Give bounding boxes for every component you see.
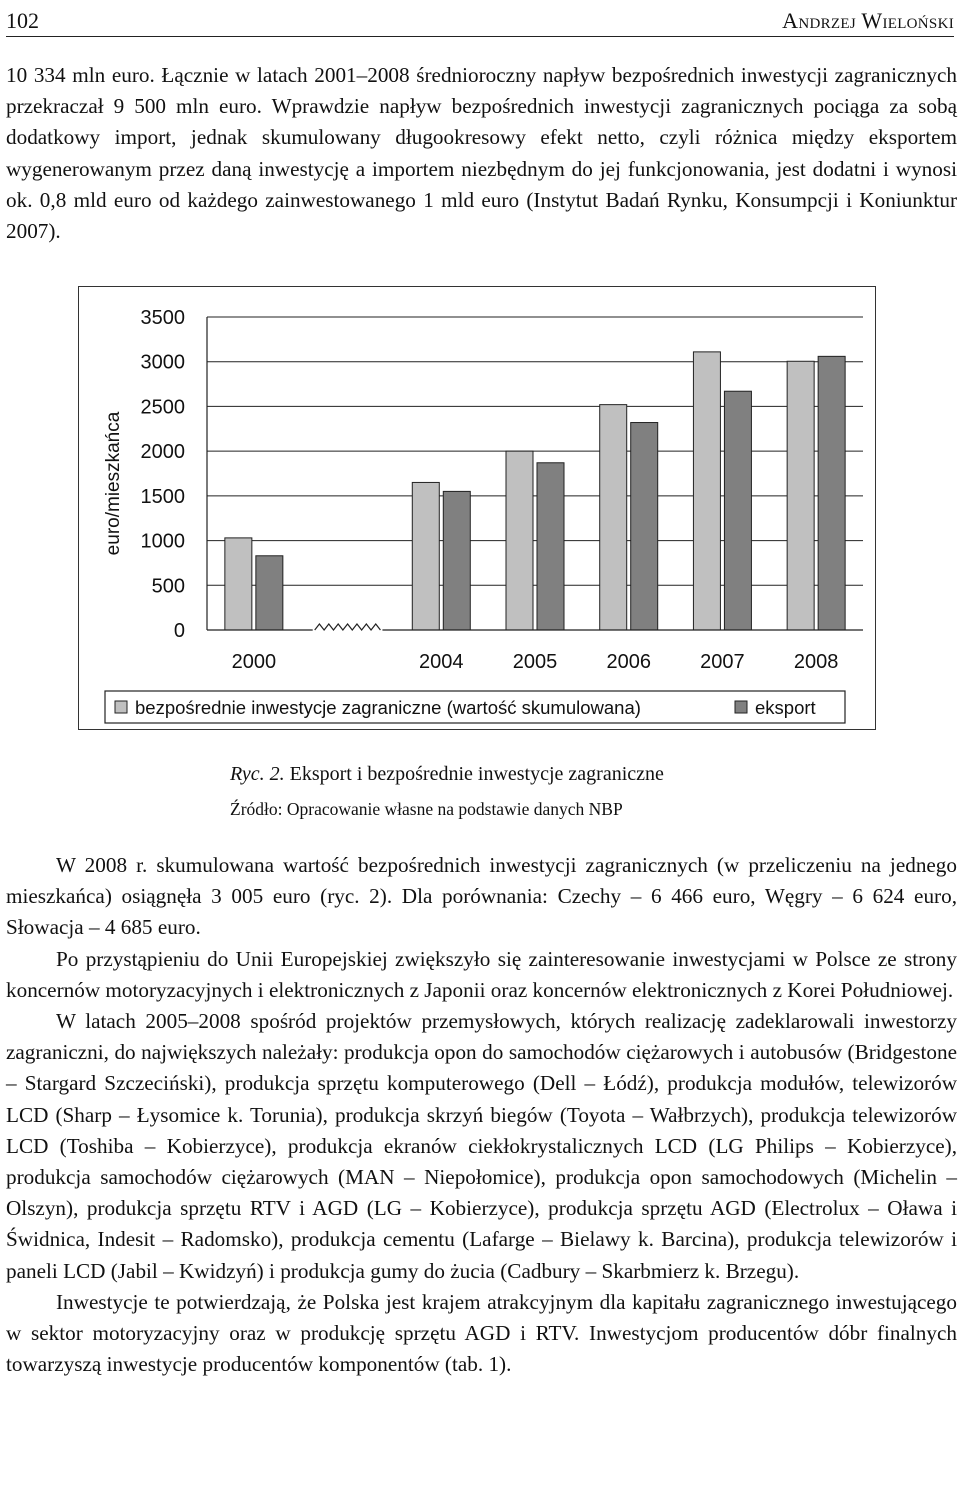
y-tick-label: 3500 [140,307,185,329]
bar-export [724,391,751,630]
legend-label-export: eksport [755,697,816,718]
bar-export [256,556,283,630]
bar-export [631,423,658,630]
bar-export [537,463,564,630]
bar-fdi [412,482,439,630]
y-tick-label: 500 [151,575,185,598]
paragraph: W 2008 r. skumulowana wartość bezpośrednich inwestycji zagranicznych (w przeliczeniu na jednego mieszkańca) osiągnęła 3 005 euro (ryc. 2). Dla porównania: Czechy – 6 466 euro, Węgry – 6 624 euro, Słowacja – 4 685 euro. [6,853,957,940]
figure-source: Źródło: Opracowanie własne na podstawie danych NBP [230,799,623,819]
bar-export [818,356,845,630]
y-tick-label: 3000 [140,351,185,374]
figure-caption [230,763,664,786]
bar-fdi [225,538,252,630]
y-axis-title: euro/mieszkańca [103,411,124,556]
legend-label-fdi: bezpośrednie inwestycje zagraniczne (wartość skumulowana) [135,697,641,718]
figure-title: Eksport i bezpośrednie inwestycje zagraniczne [289,763,664,785]
body-text-top [6,60,957,247]
y-tick-label: 1000 [140,530,185,553]
y-tick-label: 2000 [140,441,185,464]
running-author: Andrzej Wieloński [782,8,954,33]
x-tick-label: 2005 [512,651,558,673]
x-tick-label: 2006 [606,651,651,673]
bar-fdi [600,405,627,630]
x-tick-label: 2004 [419,651,464,673]
figure-chart [78,286,876,730]
bar-fdi [693,352,720,630]
bar-export [443,491,470,630]
paragraph: Po przystąpieniu do Unii Europejskiej zwiększyło się zainteresowanie inwestycjami w Polsce ze strony koncernów motoryzacyjnych i elektronicznych z Japonii oraz koncernów elektronicznych z Korei Południowej. [6,946,957,1002]
page-number: 102 [6,8,39,33]
paragraph: Inwestycje te potwierdzają, że Polska jest krajem atrakcyjnym dla kapitału zagranicznego inwestującego w sektor motoryzacyjny oraz w produkcję sprzętu AGD i RTV. Inwestycjom producentów dóbr finalnych towarzyszą inwestycje producentów komponentów (tab. 1). [6,1289,957,1377]
y-tick-label: 2500 [140,396,185,419]
figure-label: Ryc. 2. [230,763,285,785]
running-header [6,0,954,37]
body-text-bottom [6,850,957,1380]
y-tick-label: 0 [173,620,185,642]
paragraph: W latach 2005–2008 spośród projektów przemysłowych, których realizację zadeklarowali inwestorzy zagraniczni, do największych należały: produkcja opon do samochodów ciężarowych i autobusów (Bridgestone – Stargard Szczeciński), produkcja sprzętu komputerowego (Dell – Łódź), produkcja modułów, telewizorów LCD (Sharp – Łysomice k. Torunia), produkcja skrzyń biegów (Toyota – Wałbrzych), produkcja telewizorów LCD (Toshiba – Kobierzyce), produkcja ekranów ciekłokrystalicznych LCD (LG Philips – Kobierzyce), produkcja samochodów ciężarowych (MAN – Niepołomice), produkcja opon samochodowych (Michelin – Olszyn), produkcja sprzętu RTV i AGD (LG – Kobierzyce), produkcja sprzętu AGD (Electrolux – Oława i Świdnica, Indesit – Radomsko), produkcja cementu (Lafarge – Bielawy k. Barcina), produkcja telewizorów i paneli LCD (Jabil – Kwidzyń) i produkcja gumy do żucia (Cadbury – Skarbmierz k. Brzegu). [6,1009,957,1283]
bar-fdi [787,361,814,630]
x-tick-label: 2000 [231,651,277,673]
bar-fdi [506,451,533,630]
y-tick-label: 1500 [140,485,185,508]
legend-swatch-export [735,701,747,713]
bar-chart [79,287,875,729]
x-tick-label: 2008 [793,651,839,673]
x-tick-label: 2007 [700,651,745,673]
legend-swatch-fdi [115,701,127,713]
paragraph: 10 334 mln euro. Łącznie w latach 2001–2008 średnioroczny napływ bezpośrednich inwestycji zagranicznych przekraczał 9 500 mln euro. Wprawdzie napływ bezpośrednich inwestycji zagranicznych pociąga za sobą dodatkowy import, jednak skumulowany długookresowy efekt netto, czyli różnica między eksportem wygenerowanym przez daną inwestycję a importem niezbędnym do jej funkcjonowania, jest dodatni i wynosi ok. 0,8 mld euro od każdego zainwestowanego 1 mld euro (Instytut Badań Rynku, Konsumpcji i Koniunktur 2007). [6,63,957,244]
